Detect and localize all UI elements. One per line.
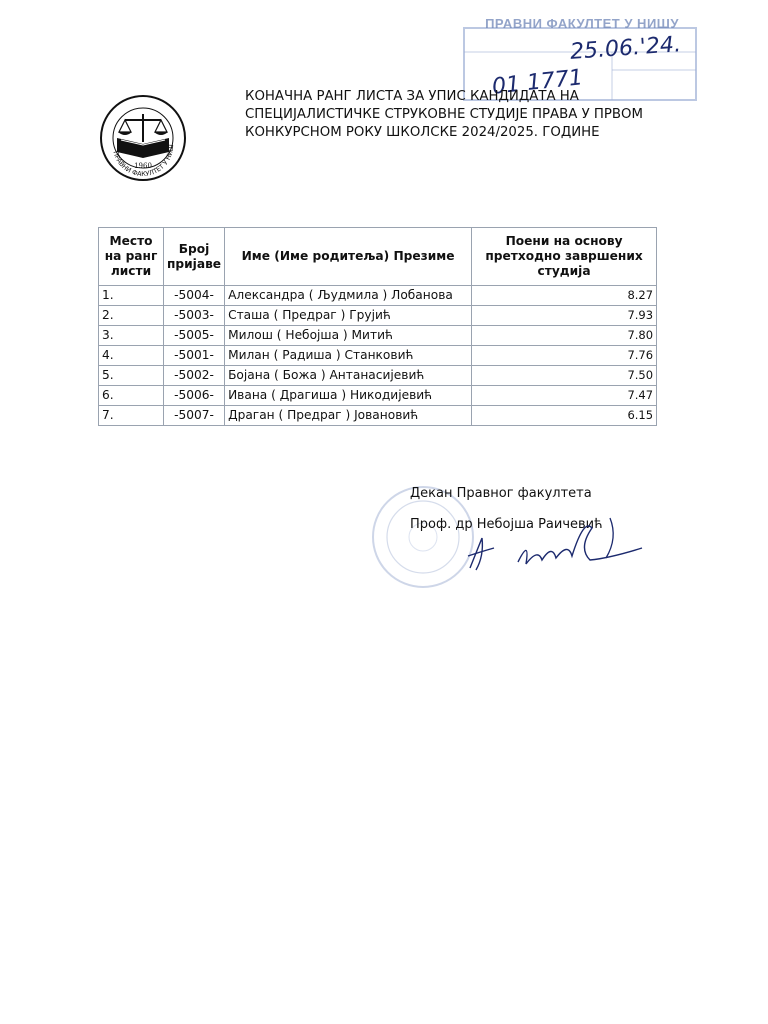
cell-application-number: -5003- xyxy=(164,306,225,326)
table-row xyxy=(99,326,657,346)
cell-points: 7.80 xyxy=(472,326,657,346)
cell-application-number: -5005- xyxy=(164,326,225,346)
header-rank: Место на ранг листи xyxy=(99,228,164,286)
cell-points: 7.47 xyxy=(472,386,657,406)
logo-text: ПРАВНИ ФАКУЛТЕТ У НИШ xyxy=(111,144,176,179)
cell-rank: 4. xyxy=(99,346,164,366)
registry-stamp-date: 25.06.'24. xyxy=(569,32,682,65)
cell-full-name: Милош ( Небојша ) Митић xyxy=(225,326,472,346)
cell-rank: 6. xyxy=(99,386,164,406)
cell-full-name: Драган ( Предраг ) Јовановић xyxy=(225,406,472,426)
handwritten-signature xyxy=(460,508,650,578)
faculty-logo xyxy=(99,94,187,182)
cell-points: 6.15 xyxy=(472,406,657,426)
ranking-table xyxy=(98,227,657,426)
cell-application-number: -5002- xyxy=(164,366,225,386)
table-row xyxy=(99,406,657,426)
cell-rank: 5. xyxy=(99,366,164,386)
table-row xyxy=(99,286,657,306)
signature-block xyxy=(360,480,660,590)
cell-full-name: Бојана ( Божа ) Антанасијевић xyxy=(225,366,472,386)
cell-rank: 1. xyxy=(99,286,164,306)
header-points: Поени на основу претходно завршених студија xyxy=(472,228,657,286)
signatory-name: Проф. др Небојша Раичевић xyxy=(410,517,603,532)
table-row xyxy=(99,306,657,326)
header-full-name: Име (Име родитеља) Презиме xyxy=(225,228,472,286)
cell-points: 7.93 xyxy=(472,306,657,326)
table-row xyxy=(99,346,657,366)
signatory-role: Декан Правног факултета xyxy=(410,486,592,501)
cell-application-number: -5006- xyxy=(164,386,225,406)
cell-full-name: Сташа ( Предраг ) Грујић xyxy=(225,306,472,326)
cell-points: 7.76 xyxy=(472,346,657,366)
scales-of-justice-icon xyxy=(99,94,187,182)
cell-application-number: -5001- xyxy=(164,346,225,366)
title-line-1: КОНАЧНА РАНГ ЛИСТА ЗА УПИС КАНДИДАТА НА xyxy=(245,89,579,104)
cell-full-name: Милан ( Радиша ) Станковић xyxy=(225,346,472,366)
title-line-2: СПЕЦИЈАЛИСТИЧКЕ СТРУКОВНЕ СТУДИЈЕ ПРАВА У ПРВОМ xyxy=(245,107,643,122)
cell-rank: 7. xyxy=(99,406,164,426)
registry-stamp-institution: ПРАВНИ ФАКУЛТЕТ У НИШУ xyxy=(485,16,679,31)
document-title xyxy=(245,88,715,142)
table-header-row xyxy=(99,228,657,286)
registry-stamp-number: 01 1771 xyxy=(490,65,585,100)
title-line-3: КОНКУРСНОМ РОКУ ШКОЛСКЕ 2024/2025. ГОДИНЕ xyxy=(245,125,600,140)
cell-rank: 2. xyxy=(99,306,164,326)
cell-points: 7.50 xyxy=(472,366,657,386)
cell-application-number: -5007- xyxy=(164,406,225,426)
table-row xyxy=(99,386,657,406)
cell-full-name: Ивана ( Драгиша ) Никодијевић xyxy=(225,386,472,406)
cell-points: 8.27 xyxy=(472,286,657,306)
header-application-number: Број пријаве xyxy=(164,228,225,286)
cell-rank: 3. xyxy=(99,326,164,346)
table-row xyxy=(99,366,657,386)
cell-full-name: Александра ( Људмила ) Лобанова xyxy=(225,286,472,306)
cell-application-number: -5004- xyxy=(164,286,225,306)
logo-year: 1960 xyxy=(134,162,152,170)
